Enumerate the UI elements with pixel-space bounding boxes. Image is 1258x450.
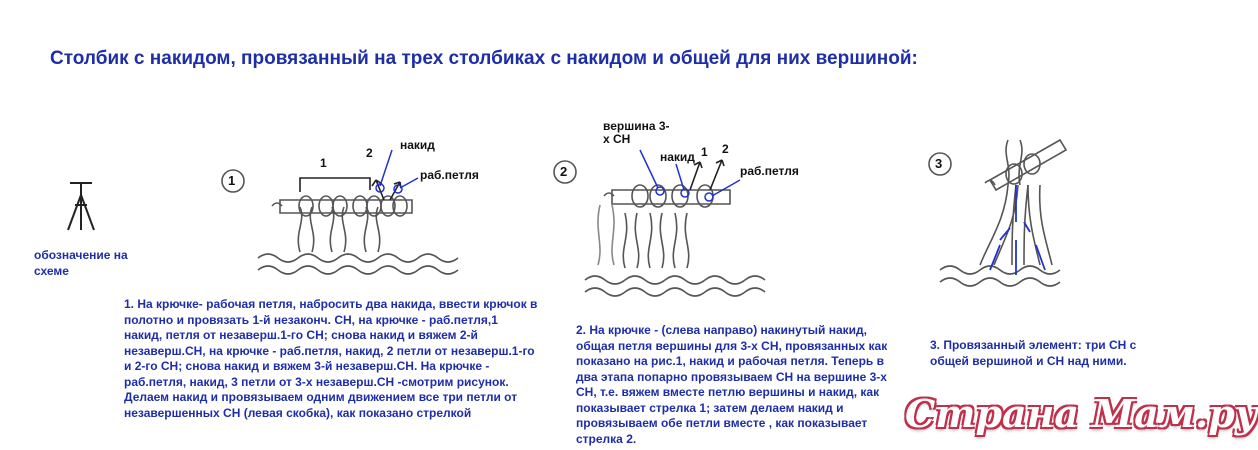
step1-caption: 1. На крючке- рабочая петля, набросить два накида, ввести крючок в полотно и провязать 1-й незаконч. СН, на крючке - раб.петля,1 накид, петля от незаверш.1-го СН; снова накид и вяжем 2-й незаверш.СН, на крючке - раб.петля, накид, 2 петли от незаверш.1-го и 2-го СН; снова накид и вяжем 3-й незаверш.СН. На крючке - раб.петля, накид, 3 петли от 3-х незаверш.СН -смотрим рисунок. Делаем накид и провязываем одним движением все три петли от незавершенных СН (левая скобка), как показано стрелкой (124, 297, 538, 420)
step2-caption: 2. На крючке - (слева направо) накинутый накид, общая петля вершины для 3-х СН, провязанных как показано на рис.1, накид и рабочая петля. Теперь в два этапа попарно провязываем СН на вершине 3-х СН, т.е. вяжем вместе петлю вершины и накид, как показывает стрелка 1; затем делаем накид и провязываем обе петли вместе , как показывает стрелка 2. (576, 323, 888, 446)
step1-arrow-2-label: 2 (366, 146, 373, 160)
step2-arrow-1-label: 1 (701, 145, 708, 159)
step3-caption: 3. Провязанный элемент: три СН с общей вершиной и СН над ними. (930, 338, 1137, 368)
step1-arrow-1-label: 1 (320, 156, 327, 170)
step1-yarn-over-label: накид (400, 138, 435, 152)
illustration-2 (554, 160, 765, 296)
page-title: Столбик с накидом, провязанный на трех столбиках с накидом и общей для них вершиной: (50, 48, 918, 69)
crochet-symbol-icon (68, 183, 94, 230)
site-logo[interactable]: Страна Мам.ру (905, 391, 1258, 436)
step-marker-2: 2 (560, 164, 568, 179)
illustration-3-markers (990, 185, 1045, 275)
step-marker-3: 3 (935, 156, 943, 171)
step2-top-label: вершина 3-х СН (603, 119, 670, 146)
illustration-1 (222, 170, 458, 274)
illustration-3 (929, 140, 1066, 286)
symbol-label: обозначение на схеме (34, 248, 128, 278)
step2-working-loop-label: раб.петля (740, 164, 799, 178)
step2-yarn-over-label: накид (660, 150, 695, 164)
step2-arrow-2-label: 2 (722, 142, 729, 156)
step1-working-loop-label: раб.петля (420, 168, 479, 182)
step-marker-1: 1 (228, 173, 236, 188)
